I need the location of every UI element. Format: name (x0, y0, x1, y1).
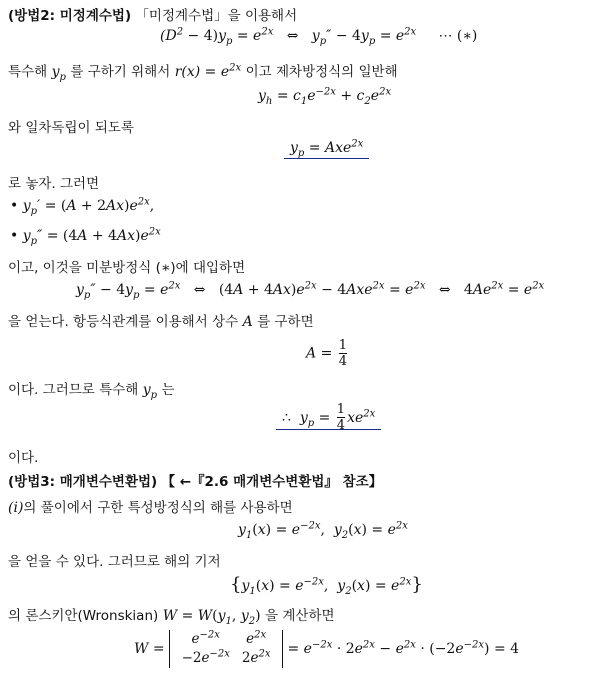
bullet-second-derivative: • $y_p'' = (4A + 4Ax)e^{2x}$ (10, 226, 161, 247)
equation-basis-functions: $y_1(x) = e^{-2x}$, $y_2(x) = e^{2x}$ (238, 520, 408, 541)
equation-1: $(D^2 - 4)y_p = e^{2x}$ ⇔ $y_p'' - 4y_p = e^{2x}$ ⋯ (∗) (160, 26, 478, 47)
method3-reference: 【 ←『2.6 매개변수변환법』 참조】 (161, 474, 383, 490)
paragraph-therefore: 이다. 그러므로 특수해 $y_p$ 는 (8, 382, 175, 401)
paragraph-identity: 을 얻는다. 항등식관계를 이용해서 상수 A 를 구하면 (8, 314, 314, 330)
equation-basis-set: {$y_1(x) = e^{-2x}$, $y_2(x) = e^{2x}$} (230, 574, 423, 597)
method2-heading-after: 「미정계수법」을 이용해서 (135, 8, 298, 24)
method2-heading-line (8, 4, 297, 24)
equation-particular-solution: ∴ $y_p$ = $\frac{1}{4}$ $xe^{2x}$ (276, 402, 381, 433)
equation-trial-solution: $y_p = Axe^{2x}$ (284, 140, 369, 156)
paragraph-then: 로 놓자. 그러면 (8, 176, 100, 192)
equation-ref-star: ⋯ (∗) (438, 28, 478, 44)
method2-heading: (방법2: 미정계수법) (8, 8, 132, 24)
bullet-first-derivative: • $y_p' = (A + 2Ax)e^{2x}$, (10, 196, 155, 217)
equation-homogeneous: $y_h = c_1e^{-2x} + c_2e^{2x}$ (258, 86, 392, 107)
paragraph-substitute: 이고, 이것을 미분방정식 (∗)에 대입하면 (8, 260, 246, 276)
method3-heading: (방법3: 매개변수변환법) (8, 474, 158, 490)
paragraph-basis: 을 얻을 수 있다. 그러므로 해의 기저 (8, 554, 221, 570)
paragraph-independent: 와 일차독립이 되도록 (8, 120, 134, 136)
method3-heading-line (8, 470, 382, 490)
paragraph-characteristic: (i)의 풀이에서 구한 특성방정식의 해를 사용하면 (8, 500, 293, 516)
paragraph-end: 이다. (8, 450, 39, 466)
paragraph-wronskian: 의 론스키안(Wronskian) $W = W(y_1$, $y_2$) 을 계산하면 (8, 608, 335, 627)
equation-constant-a: A = $\frac{1}{4}$ (306, 338, 348, 369)
paragraph-particular: 특수해 $y_p$ 를 구하기 위해서 $r(x) = e^{2x}$ 이고 제차방정식의 일반해 (8, 62, 398, 83)
wronskian-determinant: $e^{-2x}$ $e^{2x}$ $-2e^{-2x}$ $2e^{2x}$ (169, 630, 284, 668)
equation-substituted: $y_p'' - 4y_p = e^{2x}$ ⇔ $(4A + 4Ax)e^{2x} - 4Axe^{2x} = e^{2x}$ ⇔ $4Ae^{2x} = e^{2x}$ (76, 280, 545, 301)
equation-wronskian: W = $e^{-2x}$ $e^{2x}$ $-2e^{-2x}$ $2e^{2x}$ = $e^{-2x} \cdot 2e^{2x} - e^{2x} \cdot (-2e^{-2x}) = 4$ (134, 629, 520, 666)
